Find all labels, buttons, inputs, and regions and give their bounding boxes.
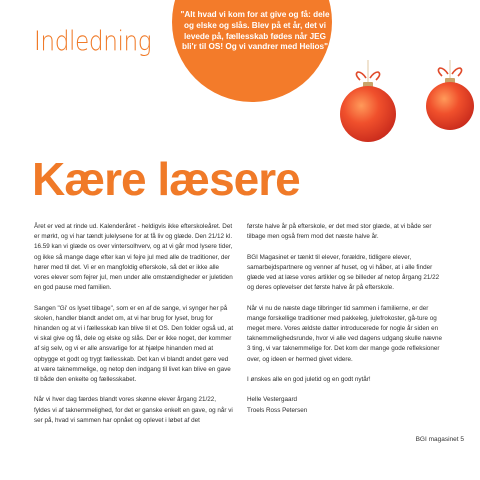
- pull-quote: "Alt hvad vi kom for at give og få: dele og elske og slås. Blev på et år, det vi levede på, fællesskab fødes når JEG bli'r til OS! Og vi vandrer med Helios": [180, 10, 330, 52]
- paragraph: I ønskes alle en god juletid og en godt nytår!: [247, 376, 371, 383]
- paragraph: Når vi hver dag færdes blandt vores skønne elever årgang 21/22, fyldes vi af taknemmelighed, for det er ganske enkelt en gave, og når vi ser på, hvad vi sammen har opnået og oplevet i løbet af det: [34, 396, 233, 424]
- page-footer: BGI magasinet 5: [415, 436, 464, 443]
- section-title: Indledning: [34, 26, 152, 57]
- christmas-ornament-icon: [426, 60, 474, 130]
- paragraph: Når vi nu de næste dage tilbringer tid sammen i familierne, er der mange forskellige traditioner med pakkeleg, julefrokoster, gå-ture og meget mere. Vores ældste datter introducerede for nogle år siden en taknemmelighedsrunde, hvor vi alle ved dagens udgang skulle nævne 3 ting, vi var taknemmelige for. Det kom der mange gode refleksioner over, og ideen er hermed givet videre.: [247, 304, 442, 363]
- paragraph: Året er ved at rinde ud. Kalenderåret - heldigvis ikke efterskoleåret. Det er mørkt, og vi har tændt julelysene for at få liv og glæde. Den 21/12 kl. 16.59 kan vi glæde os over vintersolhverv, og at vi går mod lysere tider, og ikke så mange dage efter kan vi fejre jul med alle de traditioner, der hører med til det. Vi er en mangfoldig efterskole, så det er ikke alle vores elever som fejrer jul, men under alle omstændigheder er juletiden en god pause med familien.: [34, 223, 233, 292]
- right-column: [247, 222, 447, 416]
- paragraph: Sangen "Gi' os lyset tilbage", som er en af de sange, vi synger her på skolen, handler blandt andet om, at vi har brug for lyset, brug for hinanden og at vi i fællesskab kan blive til et OS. Den folder også ud, at vi skal give og få, dele og elske og slås. Der er ikke noget, der kommer af sig selv, og vi er alle ansvarlige for at hjælpe hinanden med at opbygge et godt og trygt fællesskab. Det kan vi blandt andet gøre ved at være taknemmelige, og netop den indgang til livet kan blive en gave til både den enkelte og fællesskabet.: [34, 304, 234, 384]
- paragraph: første halve år på efterskole, er det med stor glæde, at vi både ser tilbage men også frem mod det næste halve år.: [247, 223, 432, 241]
- headline: Kære læsere: [32, 153, 300, 205]
- left-column: [34, 222, 234, 436]
- signature: Troels Ross Petersen: [247, 406, 308, 414]
- paragraph: BGI Magasinet er tænkt til elever, forældre, tidligere elever, samarbejdspartnere og venner af huset, og vi håber, at i alle finder glæde ved at læse vores artikler og se billeder af netop årgang 21/22 og deres oplevelser det første halve år på efterskole.: [247, 253, 440, 292]
- signature: Helle Vestergaard: [247, 396, 298, 404]
- christmas-ornament-icon: [340, 60, 396, 142]
- christmas-ornaments: [320, 60, 480, 170]
